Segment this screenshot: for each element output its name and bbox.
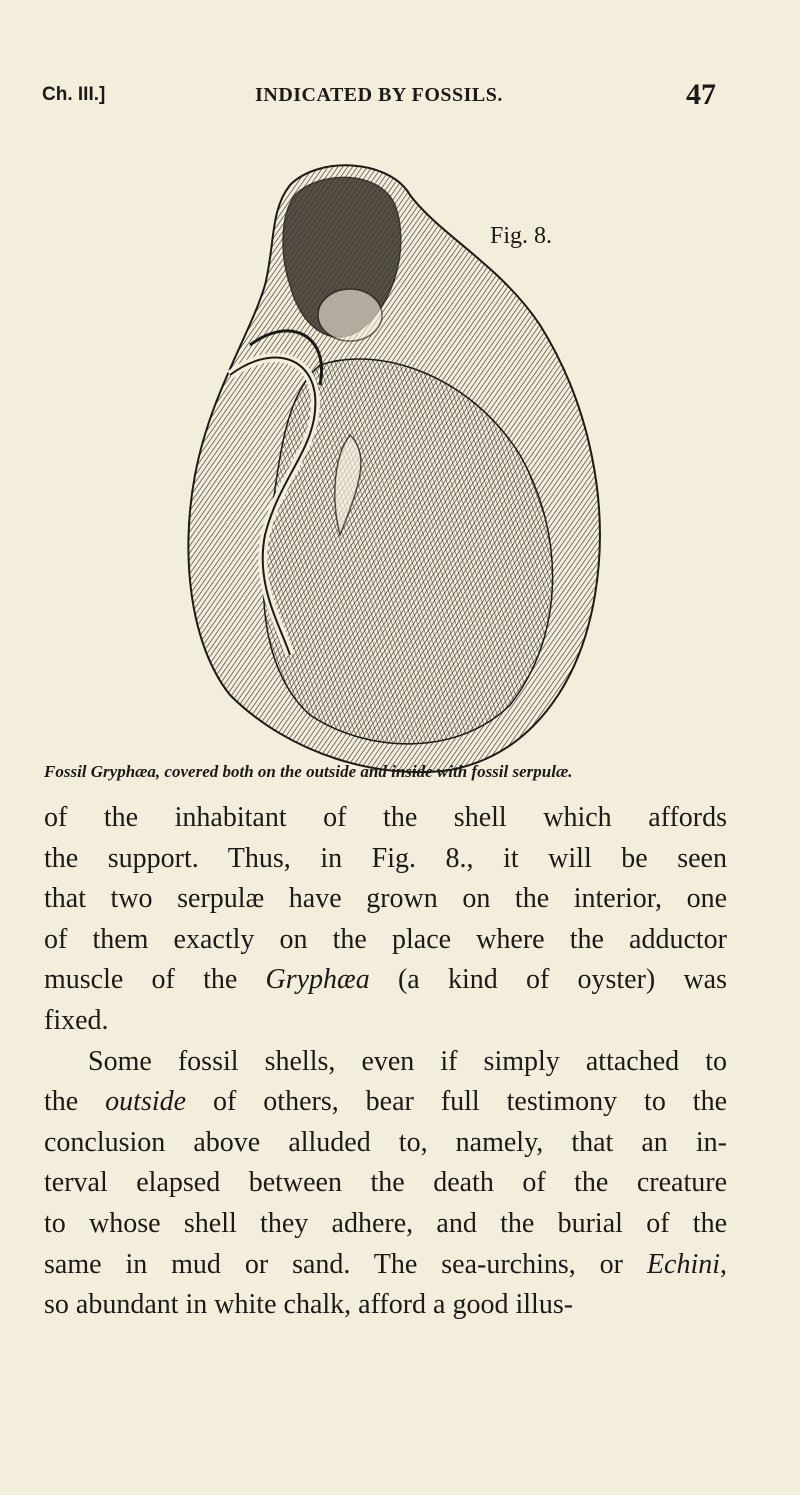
chapter-label: Ch. III.]	[42, 84, 106, 105]
running-header	[42, 78, 716, 118]
text-run: (a kind of oyster) was	[369, 964, 728, 996]
text-line: so abundant in white chalk, afford a good illus-	[44, 1289, 574, 1321]
running-title: INDICATED BY FOSSILS.	[255, 84, 503, 106]
text-line: terval elapsed between the death of the creature	[44, 1167, 727, 1199]
body-text	[44, 798, 727, 1326]
text-line: of them exactly on the place where the adductor	[44, 923, 727, 955]
text-line: the support. Thus, in Fig. 8., it will be seen	[44, 842, 727, 874]
page-number: 47	[686, 78, 716, 111]
text-line: to whose shell they adhere, and the burial of the	[44, 1207, 727, 1239]
text-line: of the inhabitant of the shell which affords	[44, 802, 727, 833]
italic-term: outside	[105, 1086, 187, 1118]
text-line: fixed.	[44, 1004, 109, 1036]
text-run: the	[44, 1086, 106, 1118]
text-line	[44, 960, 727, 1001]
text-line	[44, 1245, 727, 1286]
text-line: that two serpulæ have grown on the interior, one	[44, 883, 727, 915]
text-run: ,	[720, 1248, 727, 1280]
text-run: muscle of the	[44, 964, 266, 996]
figure-label: Fig. 8.	[490, 223, 553, 249]
italic-term: Echini	[646, 1248, 720, 1280]
italic-term: Gryphæa	[265, 964, 370, 996]
text-line	[44, 1082, 727, 1123]
text-run: of others, bear full testimony to the	[186, 1086, 727, 1118]
shell-engraving-icon	[170, 155, 640, 785]
fossil-gryphaea-illustration	[170, 155, 640, 785]
text-run: same in mud or sand. The sea-urchins, or	[44, 1248, 647, 1280]
text-line: Some fossil shells, even if simply attached to	[88, 1045, 727, 1077]
figure-caption: Fossil Gryphæa, covered both on the outside and inside with fossil serpulæ.	[44, 762, 573, 781]
text-line: conclusion above alluded to, namely, that an in-	[44, 1126, 727, 1158]
